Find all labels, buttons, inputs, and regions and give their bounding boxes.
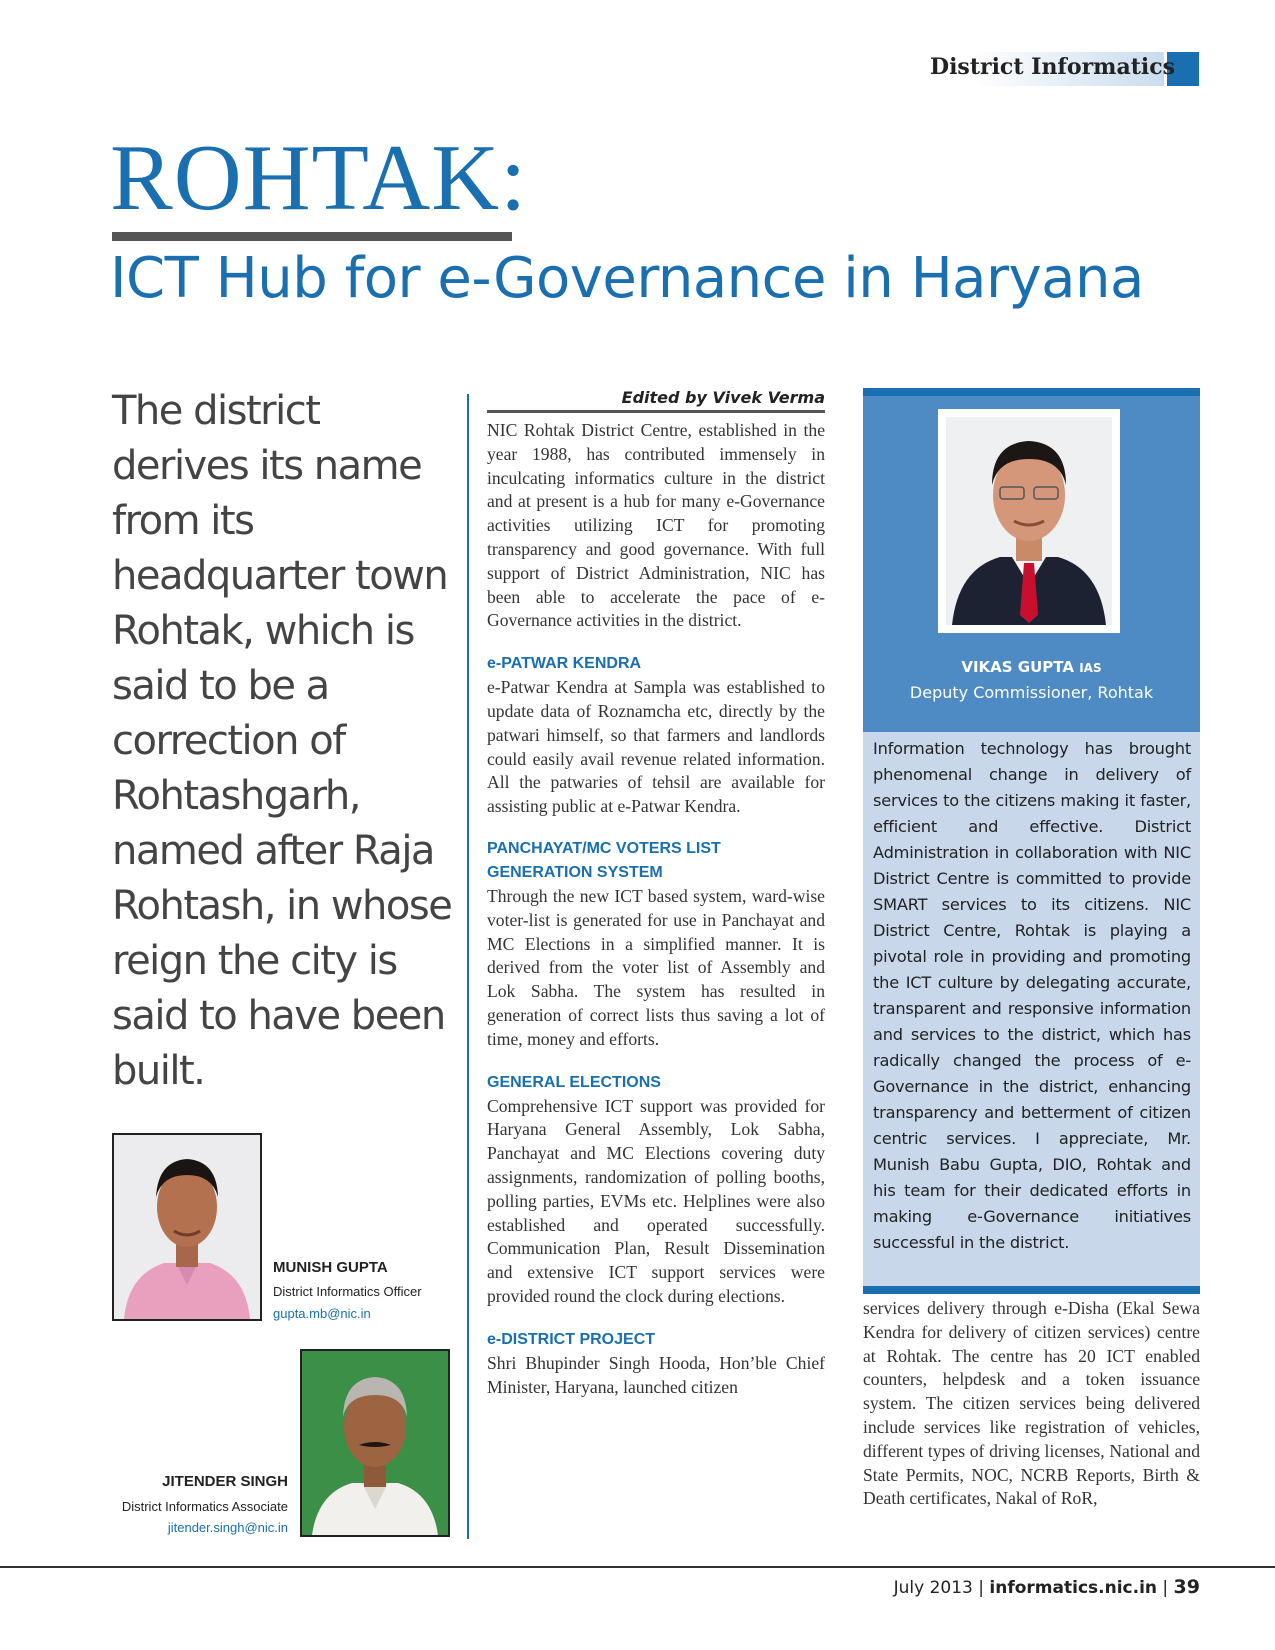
section-heading-voters-list: PANCHAYAT/MC VOTERS LIST GENERATION SYSTEM (487, 839, 721, 881)
section-heading-general-elections: GENERAL ELECTIONS (487, 1073, 661, 1091)
article-continuation: services delivery through e-Disha (Ekal Sewa Kendra for delivery of citizen services) centre at Rohtak. The centre has 20 ICT enabled counters, helpdesk and a token issuance system. The citizen services being delivered include services like registration of vehicles, different types of driving licenses, National and State Permits, NOC, NCRB Reports, Birth & Death certificates, Nakal of RoR, (863, 1298, 1200, 1509)
page-subtitle: ICT Hub for e-Governance in Haryana (110, 246, 1144, 311)
column-divider (467, 394, 469, 1539)
footer-date: July 2013 (893, 1578, 973, 1598)
section-tag (924, 52, 1199, 86)
profile-name-munish: MUNISH GUPTA (273, 1259, 388, 1276)
section-text-voters-list: Through the new ICT based system, ward-wise voter-list is generated for use in Panchayat and MC Elections in a simplified manner. It is derived from the voter list of Assembly and Lok Sabha. The system has resulted in generation of correct lists thus saving a lot of time, money and efforts. (487, 885, 825, 1049)
section-text-epatwar: e-Patwar Kendra at Sampla was established to update data of Roznamcha etc, directly by the patwari himself, so that farmers and landlords could easily avail revenue related information. All the patwaries of tehsil are available for assisting public at e-Patwar Kendra. (487, 677, 825, 817)
footer-site[interactable]: informatics.nic.in (989, 1578, 1157, 1598)
title-underline (112, 232, 512, 241)
dc-name-suffix: IAS (1079, 661, 1102, 675)
footer-separator: | (978, 1578, 985, 1598)
profile-email-jitender[interactable]: jitender.singh@nic.in (167, 1520, 288, 1535)
dc-name-text: VIKAS GUPTA (961, 658, 1074, 676)
profile-role-jitender: District Informatics Associate (121, 1499, 288, 1514)
section-tag-label: District Informatics (930, 54, 1175, 80)
section-text-general-elections: Comprehensive ICT support was provided for Haryana General Assembly, Lok Sabha, Panchayat and MC Elections covering duty assignments, randomization of polling booths, polling parties, EVMs etc. Helplines were also established and operated successfully. Communication Plan, Result Dissemination and extensive ICT support services were provided round the clock during elections. (487, 1095, 825, 1306)
page-number: 39 (1173, 1576, 1200, 1598)
article-continuation-column (863, 1297, 1200, 1511)
person-portrait-icon (114, 1135, 260, 1319)
dc-quote: Information technology has brought phenomenal change in delivery of services to the citizens making it faster, efficient and effective. District Administration in collaboration with NIC District Centre is committed to provide SMART services to its citizens. NIC District Centre, Rohtak is playing a pivotal role in providing and promoting the ICT culture by delegating accurate, transparent and responsive information and services to the district, which has radically changed the process of e-Governance in the district, enhancing transparency and betterment of citizen centric services. I appreciate, Mr. Munish Babu Gupta, DIO, Rohtak and his team for their dedicated efforts in making e-Governance initiatives successful in the district. (873, 739, 1191, 1252)
section-heading-edistrict: e-DISTRICT PROJECT (487, 1330, 656, 1348)
editor-credit: Edited by Vivek Verma (487, 388, 825, 413)
avatar-munish-gupta (112, 1133, 262, 1321)
profile-email-munish[interactable]: gupta.mb@nic.in (273, 1306, 371, 1321)
page-title: ROHTAK: (110, 126, 528, 230)
footer-separator: | (1162, 1578, 1169, 1598)
page-footer (894, 1576, 1200, 1598)
profile-name-jitender: JITENDER SINGH (162, 1473, 288, 1490)
section-text-edistrict: Shri Bhupinder Singh Hooda, Hon’ble Chief Minister, Haryana, launched citizen (487, 1352, 825, 1397)
footer-rule (0, 1566, 1275, 1568)
article-intro: NIC Rohtak District Centre, established in the year 1988, has contributed immensely in inculcating informatics culture in the district and at present is a hub for many e-Governance activities utilizing ICT for promoting transparency and good governance. With full support of District Administration, NIC has been able to accelerate the pace of e-Governance activities in the district. (487, 420, 825, 631)
dc-box-top-bar (863, 388, 1200, 396)
pull-quote: The district derives its name from its headquarter town Rohtak, which is said to be a correction of Rohtashgarh, named after Raja Rohtash, in whose reign the city is said to have been built. (112, 388, 452, 1094)
dc-name (863, 658, 1200, 676)
dc-title: Deputy Commissioner, Rohtak (909, 683, 1154, 702)
article-column (487, 388, 825, 1399)
section-heading-epatwar: e-PATWAR KENDRA (487, 655, 642, 673)
avatar-jitender-singh (300, 1349, 450, 1537)
profile-role-munish: District Informatics Officer (273, 1284, 422, 1299)
person-portrait-icon (302, 1351, 448, 1535)
avatar-vikas-gupta (938, 409, 1120, 633)
person-portrait-icon (938, 409, 1120, 633)
dc-box-bottom-bar (863, 1286, 1200, 1294)
